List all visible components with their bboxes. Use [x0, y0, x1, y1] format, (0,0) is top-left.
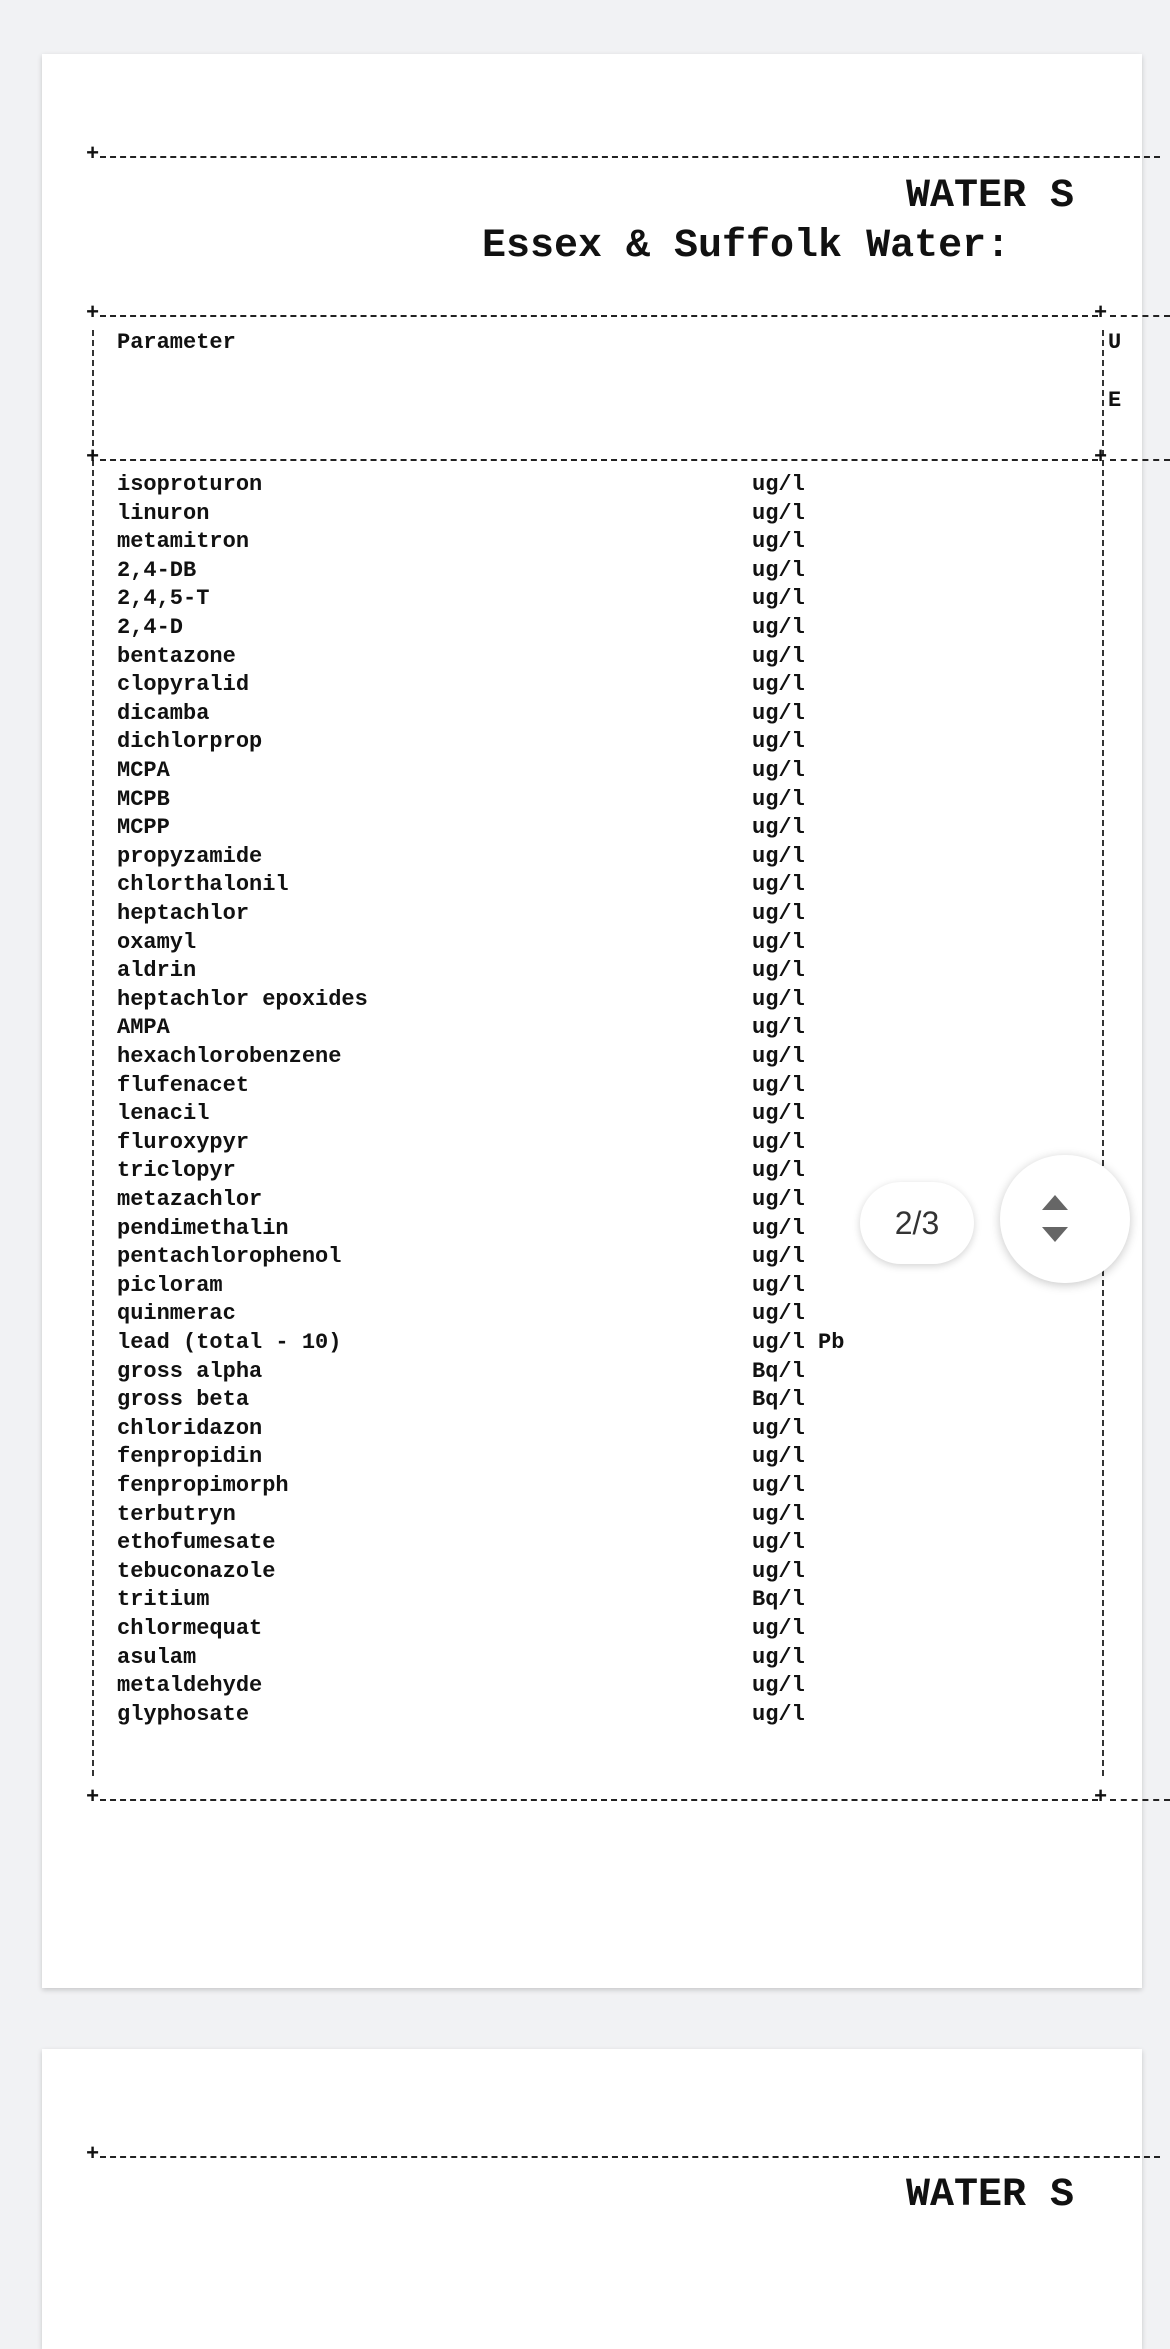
unit-cell: ug/l: [752, 1444, 805, 1470]
parameter-cell: AMPA: [117, 1015, 170, 1041]
parameter-cell: lenacil: [117, 1101, 210, 1127]
unit-cell: ug/l: [752, 1616, 805, 1641]
table-row: [42, 1216, 1142, 1245]
unit-cell: ug/l: [752, 643, 805, 669]
table-row: [42, 1330, 1142, 1359]
parameter-cell: 2,4,5-T: [117, 586, 210, 612]
unit-cell: ug/l: [752, 786, 805, 812]
unit-cell: ug/l: [752, 615, 805, 640]
table-row: [42, 815, 1142, 844]
table-row: [42, 472, 1142, 501]
unit-cell: ug/l: [752, 1129, 805, 1155]
parameter-cell: MCPA: [117, 758, 170, 783]
unit-cell: ug/l: [752, 1530, 805, 1556]
unit-cell: ug/l: [752, 872, 805, 898]
table-row: [42, 1530, 1142, 1559]
table-row: [42, 1616, 1142, 1645]
parameter-cell: terbutryn: [117, 1501, 236, 1527]
parameter-cell: metamitron: [117, 529, 250, 555]
unit-cell: ug/l: [752, 472, 805, 497]
table-corner: +: [1094, 1785, 1108, 1810]
parameter-cell: fenpropimorph: [117, 1473, 289, 1498]
table-row: [42, 1473, 1142, 1502]
unit-cell: ug/l: [752, 1158, 805, 1184]
parameter-cell: oxamyl: [117, 929, 197, 955]
table-row: [42, 1015, 1142, 1044]
table-row: [42, 787, 1142, 816]
unit-cell: ug/l: [752, 1187, 805, 1212]
unit-cell: Bq/l: [752, 1358, 805, 1384]
unit-cell: ug/l: [752, 1101, 805, 1127]
table-row: [42, 1416, 1142, 1445]
table-row: [42, 1073, 1142, 1102]
table-row: [42, 586, 1142, 615]
table-row: [42, 701, 1142, 730]
header-top-rule: [100, 315, 1098, 317]
top-border-rule: [100, 156, 1160, 158]
parameter-cell: aldrin: [117, 958, 197, 984]
parameter-cell: MCPB: [117, 786, 170, 812]
up-arrow-icon[interactable]: [1042, 1195, 1068, 1210]
unit-cell: ug/l: [752, 557, 805, 583]
unit-cell: ug/l: [752, 529, 805, 555]
unit-cell: Bq/l: [752, 1387, 805, 1413]
table-row: [42, 987, 1142, 1016]
parameter-cell: glyphosate: [117, 1701, 250, 1727]
header-bottom-rule-right: [1110, 459, 1170, 461]
parameter-cell: pendimethalin: [117, 1215, 289, 1241]
table-row: [42, 1130, 1142, 1159]
document-page: [42, 54, 1142, 1988]
table-row: [42, 1044, 1142, 1073]
table-corner: +: [86, 301, 100, 326]
page-indicator: 2/3: [860, 1182, 974, 1264]
unit-cell: ug/l: [752, 1072, 805, 1098]
parameter-cell: heptachlor: [117, 901, 250, 926]
parameter-cell: dicamba: [117, 700, 210, 726]
unit-cell: ug/l: [752, 1044, 805, 1069]
column-header-right: U: [1108, 330, 1122, 355]
unit-cell: ug/l: [752, 1301, 805, 1327]
parameter-cell: tritium: [117, 1587, 210, 1613]
unit-cell: ug/l: [752, 1473, 805, 1498]
table-corner: +: [86, 1785, 100, 1810]
parameter-cell: fluroxypyr: [117, 1129, 250, 1155]
column-header-right-line3: E: [1108, 388, 1122, 413]
table-corner: +: [1094, 445, 1108, 470]
parameter-cell: quinmerac: [117, 1301, 236, 1327]
parameter-cell: lead (total - 10): [117, 1330, 342, 1355]
unit-cell: ug/l: [752, 1501, 805, 1527]
unit-cell: ug/l: [752, 1644, 805, 1670]
parameter-cell: chloridazon: [117, 1415, 263, 1441]
down-arrow-icon[interactable]: [1042, 1227, 1068, 1242]
parameter-cell: ethofumesate: [117, 1530, 276, 1556]
table-row: [42, 872, 1142, 901]
parameter-cell: asulam: [117, 1644, 197, 1670]
unit-cell: ug/l: [752, 729, 805, 755]
parameter-cell: clopyralid: [117, 672, 250, 698]
unit-cell: ug/l: [752, 700, 805, 726]
table-row: [42, 1444, 1142, 1473]
parameter-cell: heptachlor epoxides: [117, 986, 368, 1012]
parameter-cell: bentazone: [117, 643, 236, 669]
table-row: [42, 1244, 1142, 1273]
table-row: [42, 1587, 1142, 1616]
unit-cell: ug/l: [752, 815, 805, 841]
unit-cell: ug/l: [752, 1673, 805, 1699]
parameter-cell: MCPP: [117, 815, 170, 841]
table-row: [42, 1673, 1142, 1702]
table-row: [42, 1387, 1142, 1416]
unit-cell: ug/l: [752, 586, 805, 612]
page-scroll-button[interactable]: [1000, 1155, 1130, 1283]
table-row: [42, 615, 1142, 644]
unit-cell: ug/l: [752, 1015, 805, 1041]
parameter-cell: dichlorprop: [117, 729, 263, 755]
next-page-title: WATER S: [906, 2173, 1075, 2218]
parameter-cell: flufenacet: [117, 1072, 250, 1098]
unit-cell: ug/l: [752, 1215, 805, 1241]
table-row: [42, 672, 1142, 701]
header-top-rule-right: [1110, 315, 1170, 317]
table-row: [42, 558, 1142, 587]
table-row: [42, 1645, 1142, 1674]
unit-cell: ug/l: [752, 958, 805, 984]
table-row: [42, 758, 1142, 787]
table-row: [42, 529, 1142, 558]
next-document-page: [42, 2049, 1142, 2349]
column-header-parameter: Parameter: [117, 330, 236, 355]
table-row: [42, 1101, 1142, 1130]
unit-cell: ug/l: [752, 1244, 805, 1270]
table-row: [42, 1502, 1142, 1531]
table-row: [42, 1187, 1142, 1216]
unit-cell: ug/l Pb: [752, 1330, 845, 1355]
parameter-cell: chlorthalonil: [117, 872, 289, 898]
unit-cell: ug/l: [752, 1272, 805, 1298]
table-row: [42, 958, 1142, 987]
table-row: [42, 501, 1142, 530]
table-corner: +: [86, 2142, 100, 2167]
unit-cell: ug/l: [752, 758, 805, 783]
unit-cell: ug/l: [752, 672, 805, 698]
unit-cell: ug/l: [752, 1415, 805, 1441]
table-bottom-rule: [100, 1799, 1098, 1801]
header-bottom-rule: [100, 459, 1098, 461]
table-row: [42, 1273, 1142, 1302]
table-row: [42, 930, 1142, 959]
unit-cell: ug/l: [752, 929, 805, 955]
parameter-cell: pentachlorophenol: [117, 1244, 342, 1270]
parameter-cell: metaldehyde: [117, 1673, 263, 1699]
top-border-rule: [100, 2156, 1160, 2158]
table-row: [42, 844, 1142, 873]
unit-cell: ug/l: [752, 843, 805, 869]
parameter-cell: gross alpha: [117, 1358, 263, 1384]
parameter-cell: 2,4-D: [117, 615, 184, 640]
table-row: [42, 644, 1142, 673]
parameter-cell: propyzamide: [117, 843, 263, 869]
parameter-cell: chlormequat: [117, 1616, 263, 1641]
parameter-cell: picloram: [117, 1272, 223, 1298]
parameter-cell: isoproturon: [117, 472, 263, 497]
table-corner: +: [86, 445, 100, 470]
table-row: [42, 1301, 1142, 1330]
table-row: [42, 1158, 1142, 1187]
table-corner: +: [86, 142, 100, 167]
parameter-cell: fenpropidin: [117, 1444, 263, 1470]
unit-cell: ug/l: [752, 1558, 805, 1584]
unit-cell: ug/l: [752, 1701, 805, 1727]
parameter-cell: metazachlor: [117, 1187, 263, 1212]
parameter-cell: linuron: [117, 500, 210, 526]
parameter-cell: hexachlorobenzene: [117, 1044, 342, 1069]
table-row: [42, 1559, 1142, 1588]
table-row: [42, 1702, 1142, 1731]
table-row: [42, 901, 1142, 930]
parameter-cell: gross beta: [117, 1387, 250, 1413]
table-corner: +: [1094, 301, 1108, 326]
parameter-cell: triclopyr: [117, 1158, 236, 1184]
document-subtitle: Essex & Suffolk Water:: [482, 224, 1011, 269]
parameter-cell: 2,4-DB: [117, 557, 197, 583]
unit-cell: ug/l: [752, 986, 805, 1012]
table-row: [42, 1359, 1142, 1388]
unit-cell: Bq/l: [752, 1587, 805, 1613]
table-bottom-rule-right: [1110, 1799, 1170, 1801]
table-row: [42, 729, 1142, 758]
document-title: WATER S: [906, 174, 1075, 219]
unit-cell: ug/l: [752, 901, 805, 926]
unit-cell: ug/l: [752, 500, 805, 526]
parameter-cell: tebuconazole: [117, 1558, 276, 1584]
